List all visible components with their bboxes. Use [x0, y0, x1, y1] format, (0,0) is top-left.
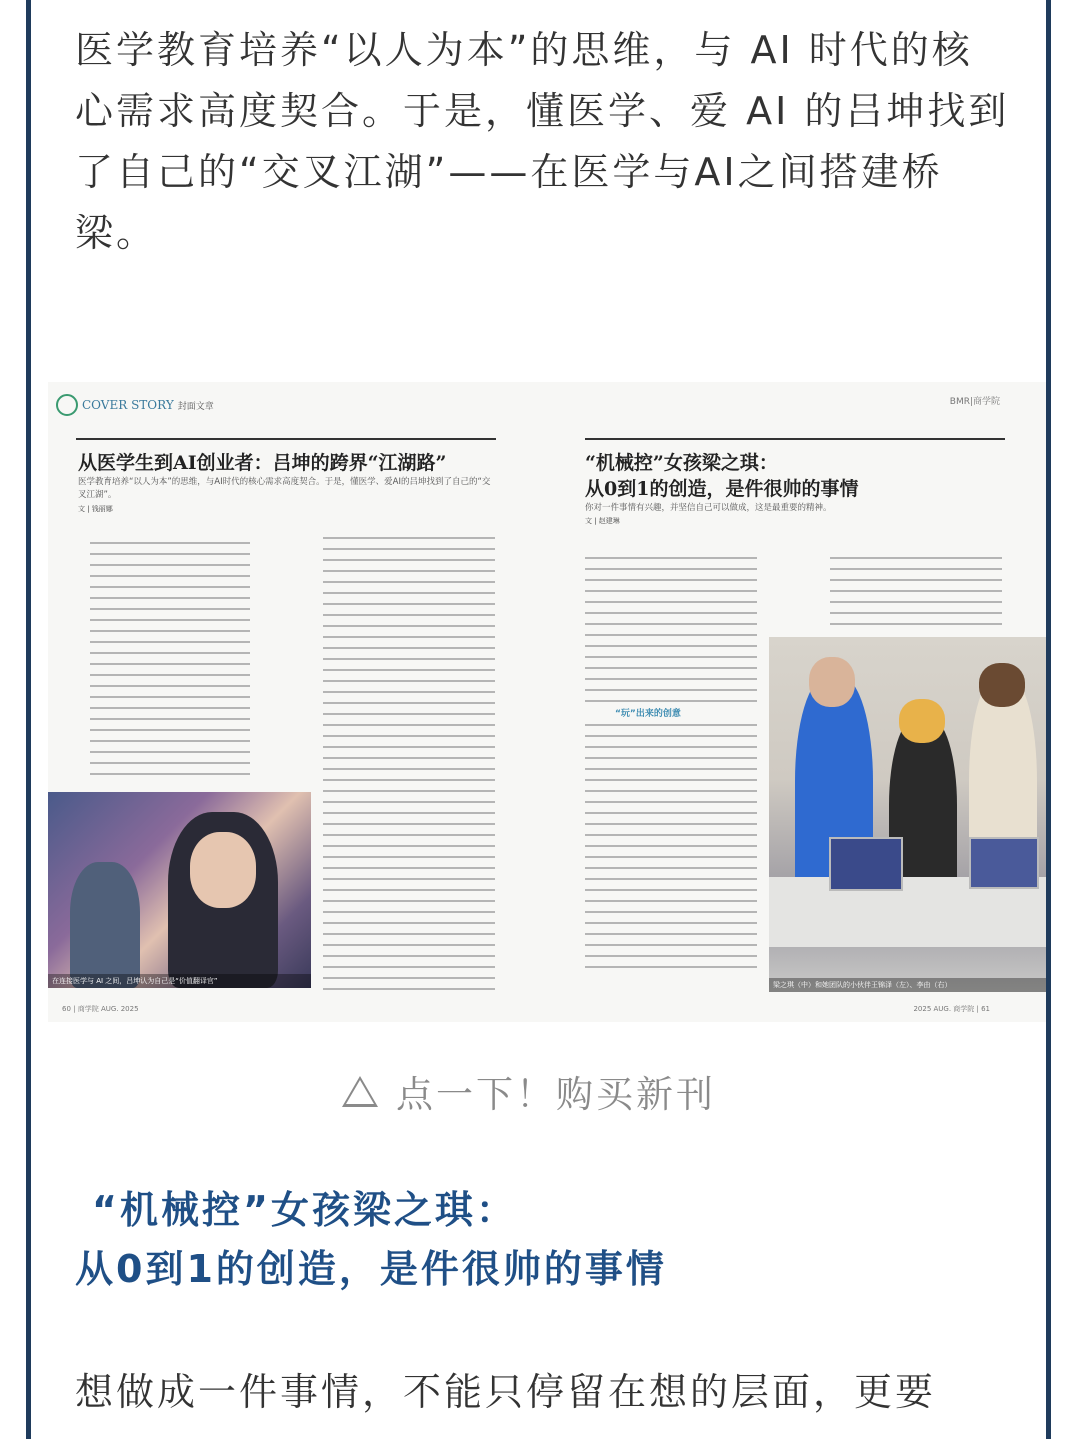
- left-column-2-text: [323, 537, 495, 999]
- triangle-up-icon: [342, 1076, 378, 1107]
- right-border: [1046, 0, 1051, 1439]
- folio-right: 2025 AUG. 商学院 | 61: [913, 1005, 990, 1013]
- section-heading-line1: “机械控”女孩梁之琪：: [92, 1188, 517, 1232]
- cover-story-logo-icon: [56, 394, 78, 416]
- right-article-subhead: “玩”出来的创意: [615, 709, 681, 719]
- right-article-deck: 你对一件事情有兴趣，并坚信自己可以做成，这是最重要的精神。: [585, 503, 832, 513]
- left-column-1-text: [90, 542, 250, 784]
- right-article-title: “机械控”女孩梁之琪： 从0到1的创造，是件很帅的事情: [585, 452, 859, 500]
- section-heading-line2: 从0到1的创造，是件很帅的事情: [75, 1247, 667, 1291]
- running-head-left: COVER STORY 封面文章: [56, 394, 214, 416]
- buy-new-issue-link[interactable]: [342, 1064, 716, 1118]
- title-rule: [585, 438, 1005, 440]
- left-border: [26, 0, 31, 1439]
- left-article-deck: 医学教育培养“以人为本”的思维，与AI时代的核心需求高度契合。于是，懂医学、爱AI的吕坤找到了自己的“交叉江湖”。: [78, 477, 491, 500]
- liang-zhiqi-team-photo: 梁之琪（中）和她团队的小伙伴王锦泽（左）、李由（右）: [769, 637, 1046, 992]
- magazine-spread-image: [48, 382, 1046, 1022]
- right-article-byline: 文 | 赵建琳: [585, 517, 620, 525]
- buy-link-label: 点一下！购买新刊: [396, 1073, 716, 1116]
- title-rule: [76, 438, 496, 440]
- right-column-1-text: [585, 557, 757, 711]
- folio-left: 60 | 商学院 AUG. 2025: [62, 1005, 139, 1013]
- right-column-1-text-lower: [585, 724, 757, 977]
- left-article-title: 从医学生到AI创业者：吕坤的跨界“江湖路”: [78, 452, 447, 474]
- closing-paragraph: 想做成一件事情，不能只停留在想的层面，更要: [75, 1370, 937, 1414]
- left-article-byline: 文 | 钱丽娜: [78, 505, 113, 513]
- right-column-2-text: [830, 557, 1002, 634]
- lv-kun-portrait-photo: 在连接医学与 AI 之间，吕坤认为自己是“价值翻译官”: [48, 792, 311, 988]
- running-head-right: BMR|商学院: [949, 397, 1000, 407]
- intro-paragraph: 医学教育培养“以人为本”的思维，与 AI 时代的核心需求高度契合。于是，懂医学、爱 AI 的吕坤找到了自己的“交叉江湖”——在医学与AI之间搭建桥梁。: [75, 28, 1010, 255]
